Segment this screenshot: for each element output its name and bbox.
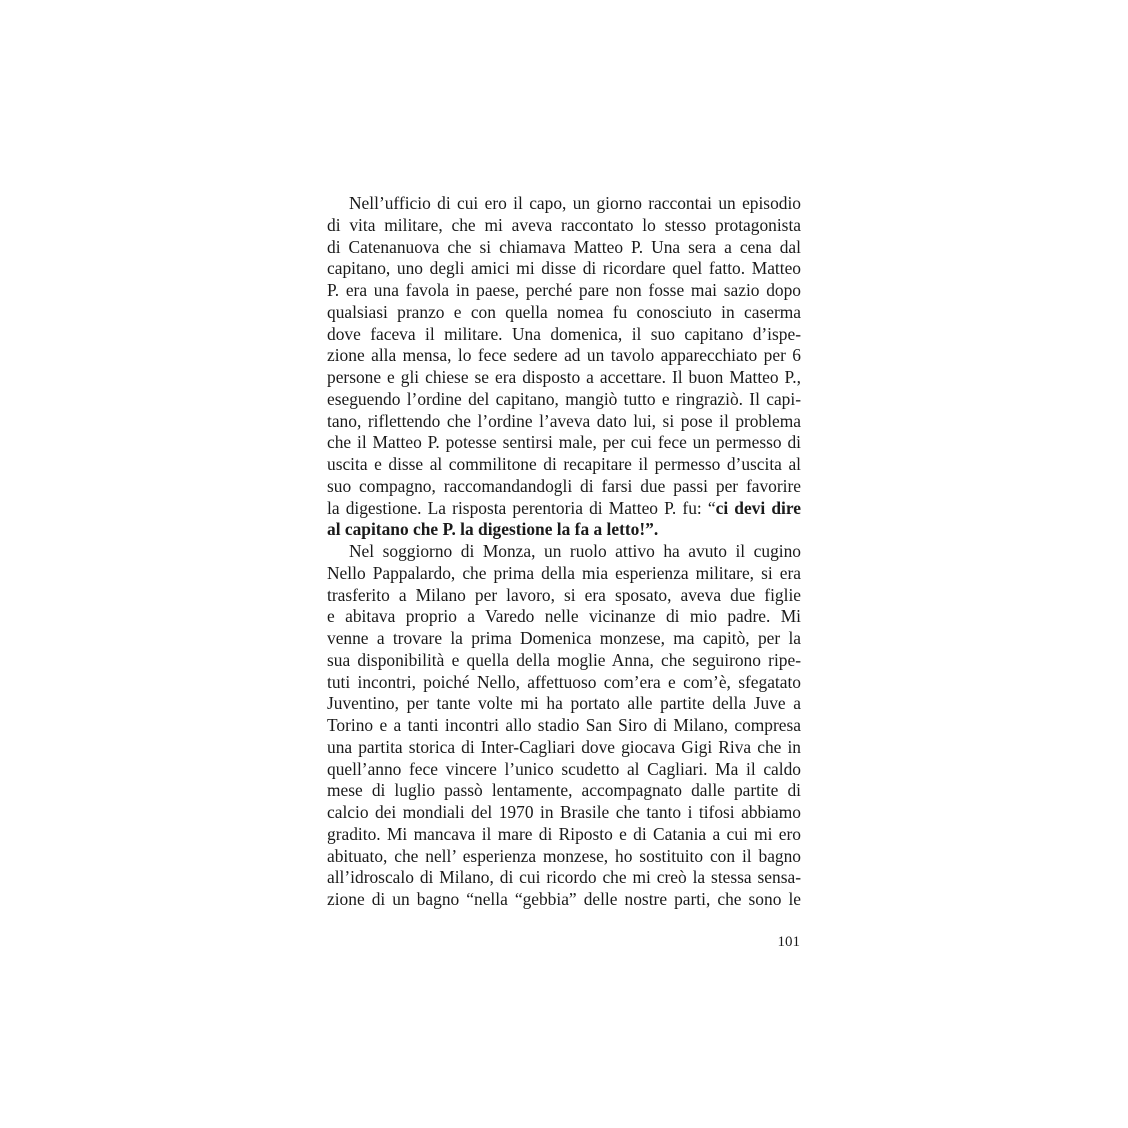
text-line: uscita e disse al commilitone di recapitare il permesso d’uscita al	[327, 454, 801, 474]
text-line: Juventino, per tante volte mi ha portato alle partite della Juve a	[327, 693, 801, 714]
text-line: Nell’ufficio di cui ero il capo, un giorno raccontai un episodio	[349, 193, 801, 213]
text-line: abituato, che nell’ esperienza monzese, ho sostituito con il bagno	[327, 845, 801, 866]
text-line: zione alla mensa, lo fece sedere ad un tavolo apparecchiato per 6	[327, 345, 801, 366]
text-line: Nel soggiorno di Monza, un ruolo attivo ha avuto il cugino	[349, 541, 801, 561]
bold-quote: ci devi dire	[715, 497, 801, 518]
text-line: persone e gli chiese se era disposto a accettare. Il buon Matteo P.,	[327, 367, 801, 387]
text-line	[327, 519, 801, 541]
text-line: una partita storica di Inter-Cagliari dove giocava Gigi Riva che in	[327, 736, 801, 757]
text-line: e abitava proprio a Varedo nelle vicinanze di mio padre. Mi	[327, 606, 801, 627]
text-line: mese di luglio passò lentamente, accompagnato dalle partite di	[327, 780, 801, 801]
text-line: che il Matteo P. potesse sentirsi male, per cui fece un permesso di	[327, 432, 801, 453]
text-line: tano, riflettendo che l’ordine l’aveva dato lui, si pose il problema	[327, 410, 801, 431]
text-line: dove faceva il militare. Una domenica, il suo capitano d’ispe-	[327, 323, 801, 344]
text-line: tuti incontri, poiché Nello, affettuoso com’era e com’è, sfegatato	[327, 671, 801, 692]
text-line: di vita militare, che mi aveva raccontato lo stesso protagonista	[327, 214, 801, 235]
text-line	[327, 498, 801, 520]
text-line: di Catenanuova che si chiamava Matteo P. Una sera a cena dal	[327, 236, 801, 257]
text-line: sua disponibilità e quella della moglie Anna, che seguirono ripe-	[327, 649, 801, 670]
text-line: quell’anno fece vincere l’unico scudetto al Cagliari. Ma il caldo	[327, 758, 801, 779]
text-line: calcio dei mondiali del 1970 in Brasile che tanto i tifosi abbiamo	[327, 802, 801, 822]
text-line: qualsiasi pranzo e con quella nomea fu conosciuto in caserma	[327, 301, 801, 322]
text-line: venne a trovare la prima Domenica monzese, ma capitò, per la	[327, 628, 801, 648]
page-number: 101	[777, 934, 800, 950]
body-text	[327, 193, 801, 911]
text-line: Torino e a tanti incontri allo stadio San Siro di Milano, compresa	[327, 715, 801, 735]
bold-quote: al capitano che P. la digestione la fa a letto!”.	[327, 519, 659, 540]
text-line: capitano, uno degli amici mi disse di ricordare quel fatto. Matteo	[327, 258, 801, 279]
text-line: Nello Pappalardo, che prima della mia esperienza militare, si era	[327, 562, 801, 583]
text-line: suo compagno, raccomandandogli di farsi due passi per favorire	[327, 475, 801, 496]
text-line: P. era una favola in paese, perché pare non fosse mai sazio dopo	[327, 280, 801, 300]
text-segment: la digestione. La risposta perentoria di Matteo P. fu: “	[327, 497, 716, 518]
text-line: trasferito a Milano per lavoro, si era sposato, aveva due figlie	[327, 584, 801, 605]
text-line: zione di un bagno “nella “gebbia” delle nostre parti, che sono le	[327, 889, 801, 909]
text-line: gradito. Mi mancava il mare di Riposto e di Catania a cui mi ero	[327, 823, 801, 844]
text-line: eseguendo l’ordine del capitano, mangiò tutto e ringraziò. Il capi-	[327, 388, 801, 409]
text-line: all’idroscalo di Milano, di cui ricordo che mi creò la stessa sensa-	[327, 867, 801, 888]
